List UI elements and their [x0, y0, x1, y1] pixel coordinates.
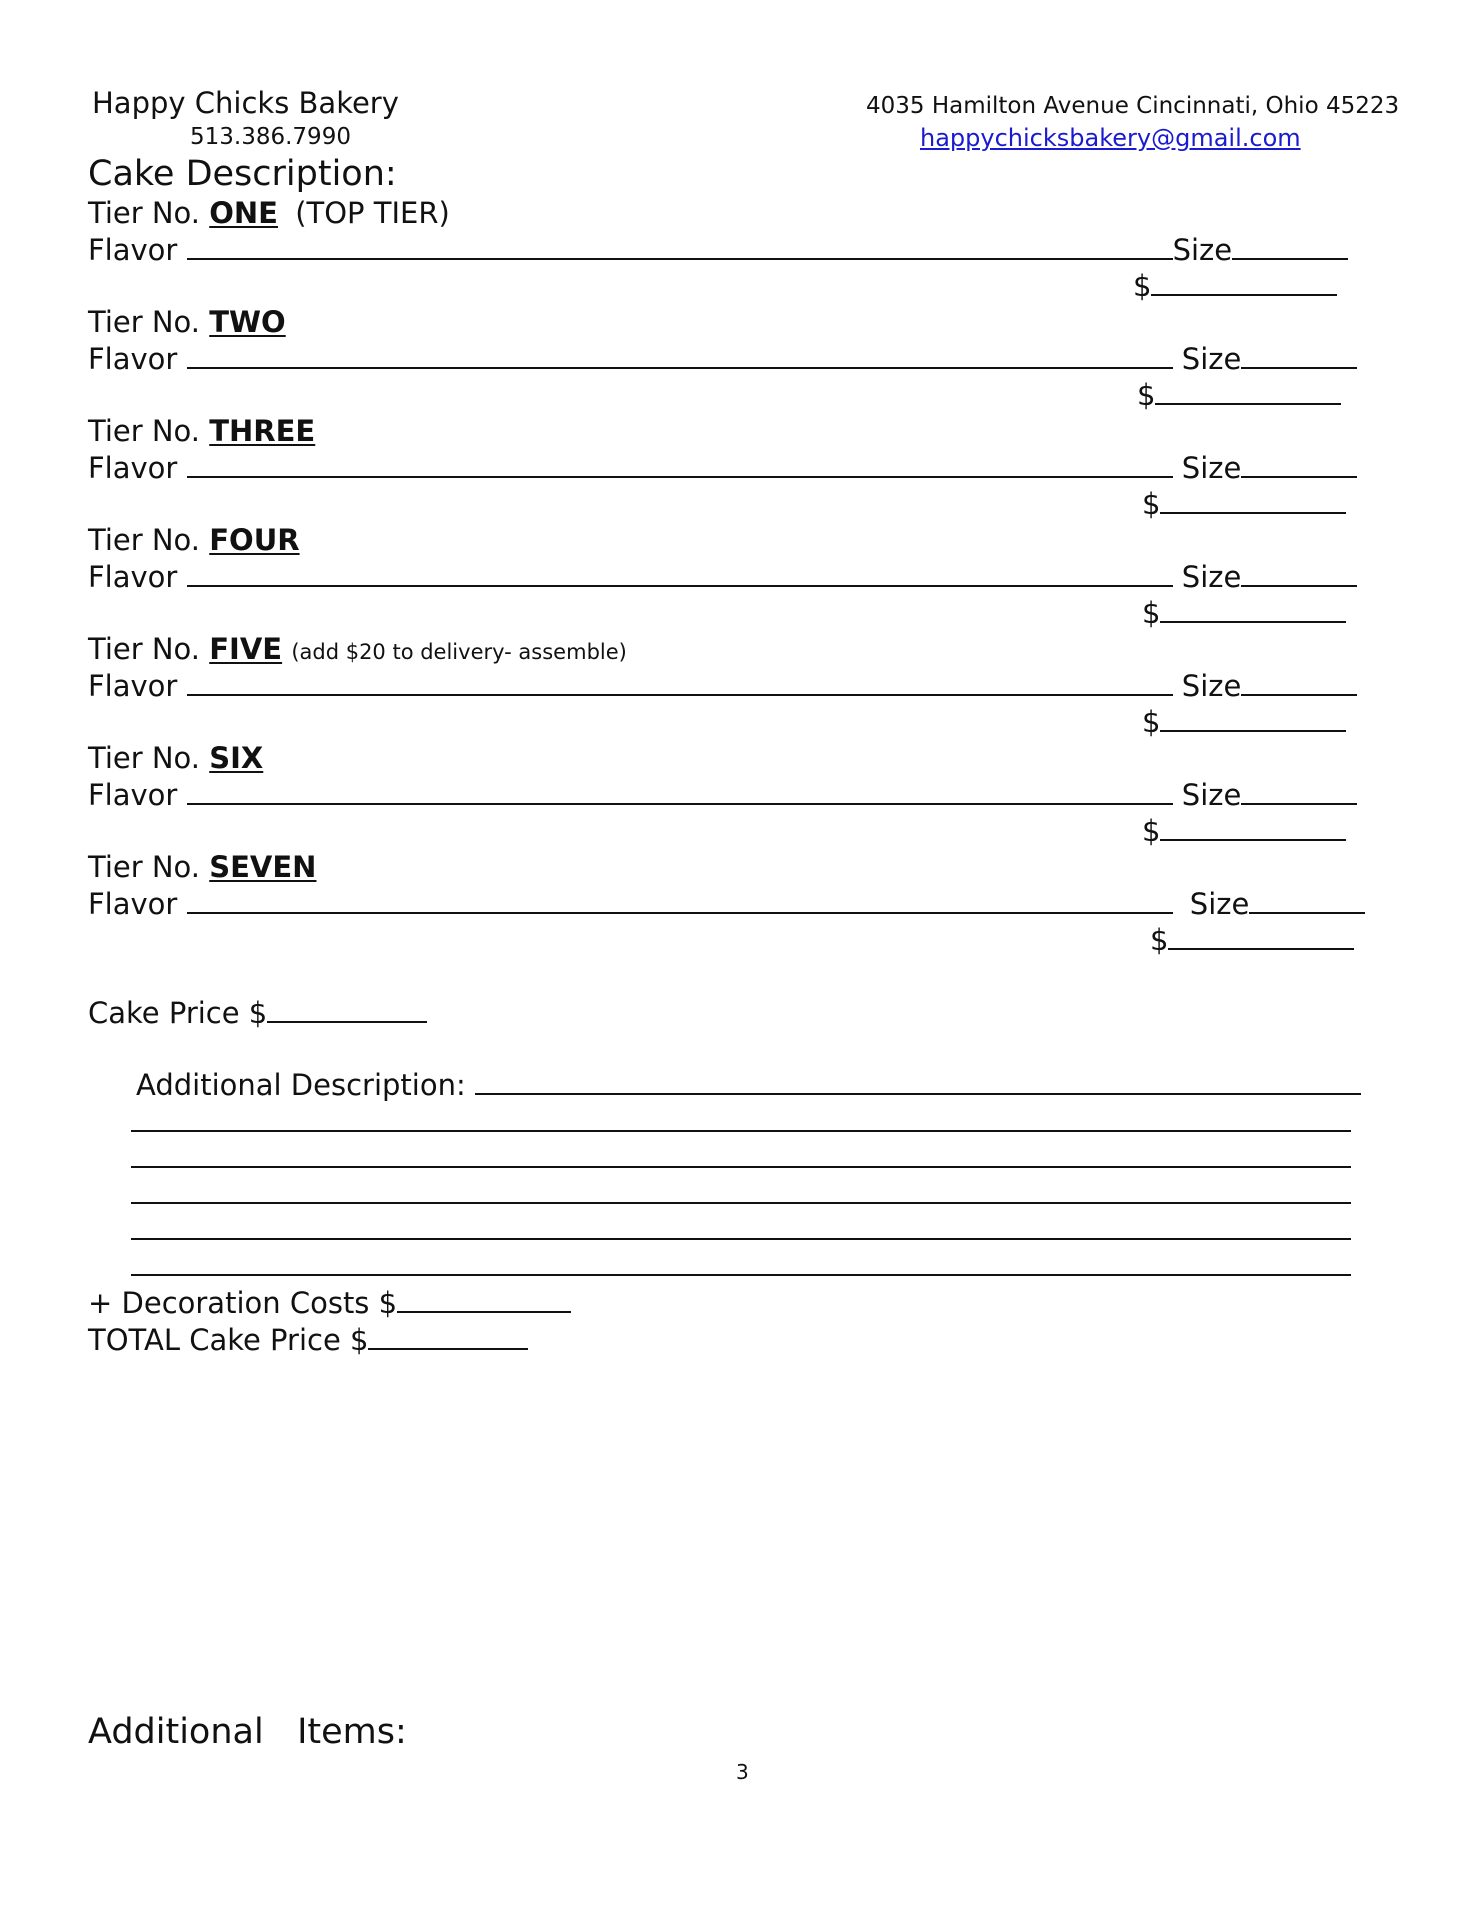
- tier-price-row: $: [1142, 595, 1346, 630]
- tier-price-input-line[interactable]: [1160, 704, 1346, 732]
- flavor-input-line[interactable]: [187, 668, 1173, 696]
- cake-price-row: Cake Price $: [88, 995, 427, 1030]
- tier-price-input-line[interactable]: [1160, 486, 1346, 514]
- tier-price-row: $: [1150, 922, 1354, 957]
- flavor-row: Flavor Size: [88, 777, 1357, 812]
- flavor-input-line[interactable]: [187, 777, 1173, 805]
- cake-description-title: Cake Description:: [88, 154, 397, 194]
- total-price-row: TOTAL Cake Price $: [88, 1322, 528, 1357]
- flavor-input-line[interactable]: [187, 450, 1173, 478]
- decoration-costs-row: + Decoration Costs $: [88, 1285, 571, 1320]
- flavor-row: Flavor Size: [88, 450, 1357, 485]
- page-number: 3: [736, 1760, 749, 1784]
- tier-price-row: $: [1142, 486, 1346, 521]
- decoration-costs-input-line[interactable]: [397, 1285, 571, 1313]
- tier-heading: Tier No. THREE: [88, 414, 316, 448]
- tier-number: FOUR: [209, 523, 300, 557]
- size-input-line[interactable]: [1241, 777, 1357, 805]
- size-input-line[interactable]: [1241, 341, 1357, 369]
- tier-price-input-line[interactable]: [1160, 595, 1346, 623]
- flavor-input-line[interactable]: [187, 232, 1173, 260]
- additional-items-title: Additional Items:: [88, 1712, 407, 1752]
- flavor-row: Flavor Size: [88, 232, 1348, 267]
- tier-number: TWO: [209, 305, 286, 339]
- tier-heading: Tier No. ONE (TOP TIER): [88, 196, 450, 230]
- tier-price-input-line[interactable]: [1151, 268, 1337, 296]
- flavor-input-line[interactable]: [187, 559, 1173, 587]
- description-line[interactable]: [131, 1166, 1351, 1168]
- tier-note: (add $20 to delivery- assemble): [291, 640, 627, 664]
- bakery-email-link[interactable]: happychicksbakery@gmail.com: [920, 124, 1301, 152]
- description-line[interactable]: [131, 1202, 1351, 1204]
- cake-price-input-line[interactable]: [267, 995, 427, 1023]
- flavor-input-line[interactable]: [187, 886, 1173, 914]
- tier-number: ONE: [209, 196, 278, 230]
- tier-price-row: $: [1142, 704, 1346, 739]
- size-input-line[interactable]: [1241, 559, 1357, 587]
- flavor-row: Flavor Size: [88, 559, 1357, 594]
- description-line[interactable]: [131, 1130, 1351, 1132]
- total-price-input-line[interactable]: [368, 1322, 528, 1350]
- tier-price-input-line[interactable]: [1155, 377, 1341, 405]
- tier-number: SIX: [209, 741, 264, 775]
- additional-description-input-line[interactable]: [475, 1067, 1361, 1095]
- size-input-line[interactable]: [1241, 668, 1357, 696]
- bakery-name: Happy Chicks Bakery: [92, 86, 399, 120]
- tier-price-row: $: [1137, 377, 1341, 412]
- tier-number: SEVEN: [209, 850, 317, 884]
- tier-note: (TOP TIER): [295, 196, 450, 230]
- tier-price-row: $: [1133, 268, 1337, 303]
- flavor-row: Flavor Size: [88, 668, 1357, 703]
- tier-heading: Tier No. TWO: [88, 305, 286, 339]
- flavor-row: Flavor Size: [88, 886, 1365, 921]
- tier-number: FIVE: [209, 632, 283, 666]
- tier-price-input-line[interactable]: [1168, 922, 1354, 950]
- tier-number: THREE: [209, 414, 316, 448]
- flavor-input-line[interactable]: [187, 341, 1173, 369]
- bakery-phone: 513.386.7990: [190, 124, 351, 150]
- tier-heading: Tier No. SIX: [88, 741, 264, 775]
- tier-heading: Tier No. FOUR: [88, 523, 300, 557]
- size-input-line[interactable]: [1232, 232, 1348, 260]
- tier-price-row: $: [1142, 813, 1346, 848]
- description-line[interactable]: [131, 1274, 1351, 1276]
- additional-description-row: Additional Description:: [136, 1067, 1361, 1102]
- description-line[interactable]: [131, 1238, 1351, 1240]
- bakery-address: 4035 Hamilton Avenue Cincinnati, Ohio 45223: [866, 93, 1400, 119]
- tier-heading: Tier No. FIVE (add $20 to delivery- assemble): [88, 632, 627, 666]
- tier-heading: Tier No. SEVEN: [88, 850, 317, 884]
- tier-price-input-line[interactable]: [1160, 813, 1346, 841]
- size-input-line[interactable]: [1249, 886, 1365, 914]
- flavor-row: Flavor Size: [88, 341, 1357, 376]
- size-input-line[interactable]: [1241, 450, 1357, 478]
